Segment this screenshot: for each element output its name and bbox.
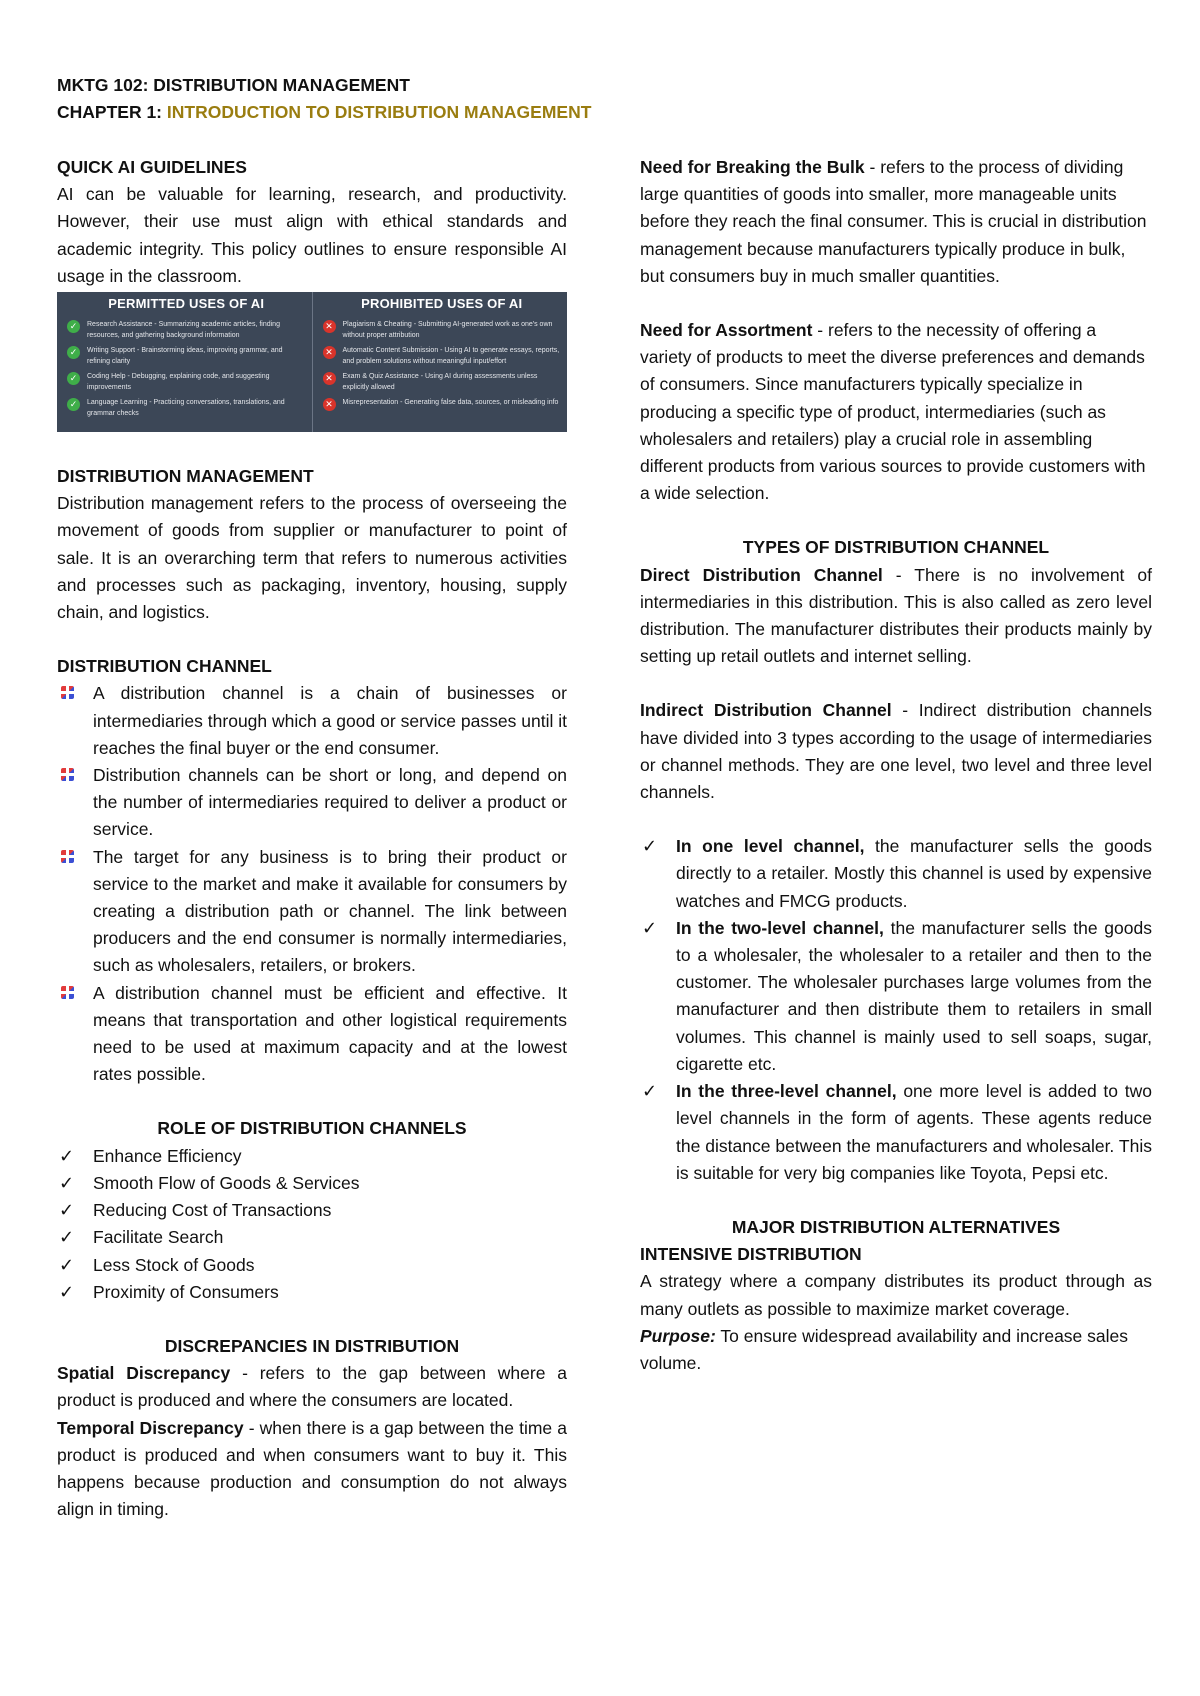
level-text: one more level is added to two level channels in the form of agents. These agents reduce the distance between the manufacturers and wholesaler. This is suitable for very big companies like Toyota, Pepsi etc.	[676, 1081, 1152, 1183]
chapter-name: INTRODUCTION TO DISTRIBUTION MANAGEMENT	[166, 102, 592, 122]
spatial-term: Spatial Discrepancy	[57, 1363, 231, 1384]
dm-text-2: that refers to numerous activities and processes such as	[57, 547, 567, 595]
x-circle-icon: ✕	[323, 346, 336, 359]
permitted-item	[67, 345, 306, 367]
permitted-uses-panel	[57, 292, 312, 432]
left-column	[57, 154, 567, 1523]
prohibited-uses-title: PROHIBITED USES OF AI	[361, 296, 523, 312]
level-text: the manufacturer sells the goods directly to a retailer. Mostly this channel is used by expensive watches and FMCG products.	[676, 836, 1152, 911]
dm-text-3: packaging, inventory, housing, supply chain, and logistics.	[57, 574, 567, 623]
temporal-discrepancy	[57, 1415, 567, 1524]
role-list	[57, 1143, 567, 1306]
checkmark-icon: ✓	[59, 1227, 75, 1248]
check-circle-icon: ✓	[67, 372, 80, 385]
assortment-text: - refers to the necessity of offering a variety of products to meet the diverse preferences and demands of consumers. Since manufacturers typically specialize in producing a specific type of product, intermediaries (such as wholesalers and retailers) play a crucial role in assembling different products from various sources to provide customers with a wide selection.	[640, 320, 1146, 504]
distribution-channel-list	[57, 680, 567, 1088]
intensive-distribution-heading: INTENSIVE DISTRIBUTION	[640, 1244, 862, 1265]
prohibited-item	[323, 345, 562, 367]
list-item	[640, 1078, 1152, 1187]
checkmark-icon: ✓	[59, 1254, 75, 1275]
assortment-paragraph	[640, 317, 1152, 507]
role-text: Proximity of Consumers	[93, 1281, 279, 1302]
list-item	[57, 1143, 567, 1170]
purpose-text: To ensure widespread availability and increase sales volume.	[640, 1325, 1128, 1373]
x-circle-icon: ✕	[323, 398, 336, 411]
breaking-bulk-term: Need for Breaking the Bulk	[640, 157, 865, 177]
prohibited-item-text: Misrepresentation - Generating false data, sources, or misleading info	[342, 399, 559, 407]
permitted-item	[67, 319, 306, 341]
list-item	[57, 1252, 567, 1279]
channel-levels-list	[640, 833, 1152, 1187]
purpose-label: Purpose:	[640, 1325, 716, 1346]
direct-channel-term: Direct Distribution Channel	[640, 564, 883, 585]
list-item: Distribution channels can be short or long, and depend on the number of intermediaries required to deliver a product or service.	[57, 762, 567, 844]
check-circle-icon: ✓	[67, 346, 80, 359]
x-circle-icon: ✕	[323, 320, 336, 333]
permitted-item-text: Coding Help - Debugging, explaining code, and suggesting improvements	[87, 373, 270, 392]
level-text: the manufacturer sells the goods to a wholesaler, the wholesaler to a retailer and then to the customer. The wholesaler purchases large volumes from the manufacturer and then distribute them to retailers in small volumes. This channel is mainly used to sell soaps, sugar, cigarette etc.	[676, 917, 1152, 1074]
permitted-item	[67, 397, 306, 419]
intensive-purpose	[640, 1323, 1152, 1377]
chapter-title	[57, 99, 591, 126]
list-item	[57, 1170, 567, 1197]
prohibited-item-text: Automatic Content Submission - Using AI to generate essays, reports, and problem solutions without meaningful input/effort	[342, 347, 560, 366]
list-item: The target for any business is to bring their product or service to the market and make it available for consumers by creating a distribution path or channel. The link between producers and the end consumer is normally intermediaries, such as wholesalers, retailers, or brokers.	[57, 844, 567, 980]
list-item	[640, 915, 1152, 1078]
indirect-channel-paragraph	[640, 697, 1152, 806]
prohibited-item	[323, 371, 562, 393]
x-circle-icon: ✕	[323, 372, 336, 385]
checkmark-icon: ✓	[642, 1081, 658, 1102]
role-text: Facilitate Search	[93, 1227, 224, 1248]
distribution-management-text	[57, 490, 567, 626]
level-term: In the two-level channel,	[676, 917, 884, 938]
discrepancies-heading: DISCREPANCIES IN DISTRIBUTION	[164, 1335, 460, 1356]
list-item: A distribution channel is a chain of businesses or intermediaries through which a good or service passes until it reaches the final buyer or the end consumer.	[57, 680, 567, 762]
document-header	[57, 72, 591, 126]
indirect-channel-text: - Indirect distribution channels have divided into 3 types according to the usage of intermediaries or channel methods. They are one level, two level and three level channels.	[640, 700, 1152, 803]
assortment-term: Need for Assortment	[640, 320, 813, 341]
direct-channel-paragraph	[640, 562, 1152, 671]
permitted-item-text: Writing Support - Brainstorming ideas, improving grammar, and refining clarity	[87, 347, 283, 366]
types-heading: TYPES OF DISTRIBUTION CHANNEL	[742, 537, 1050, 558]
direct-channel-text: - There is no involvement of intermediaries in this distribution. This is also called as zero level distribution. The manufacturer distributes their products mainly by setting up retail outlets and internet selling.	[640, 564, 1152, 667]
temporal-text: - when there is a gap between the time a product is produced and when consumers want to buy it. This happens because production and consumption do not always align in timing.	[57, 1417, 567, 1520]
permitted-item-text: Language Learning - Practicing conversations, translations, and grammar checks	[87, 399, 285, 418]
checkmark-icon: ✓	[59, 1172, 75, 1193]
spatial-discrepancy	[57, 1360, 567, 1414]
level-term: In the three-level channel,	[676, 1081, 897, 1102]
role-text: Enhance Efficiency	[93, 1145, 242, 1166]
role-text: Less Stock of Goods	[93, 1254, 255, 1275]
role-text: Reducing Cost of Transactions	[93, 1200, 332, 1221]
spatial-text: - refers to the gap between where a product is produced and where the consumers are located.	[57, 1363, 568, 1411]
list-item	[640, 833, 1152, 915]
ai-policy-image	[57, 292, 567, 432]
dm-text-1: Distribution management refers to the process of overseeing the movement of goods from supplier or manufacturer to point of sale. It is an overarching term	[57, 493, 567, 568]
permitted-uses-title: PERMITTED USES OF AI	[108, 296, 265, 312]
checkmark-icon: ✓	[642, 836, 658, 857]
checkmark-icon: ✓	[59, 1281, 75, 1302]
list-item: A distribution channel must be efficient and effective. It means that transportation and other logistical requirements need to be used at maximum capacity and at the lowest rates possible.	[57, 980, 567, 1089]
distribution-management-heading: DISTRIBUTION MANAGEMENT	[57, 466, 314, 487]
level-term: In one level channel,	[676, 836, 865, 857]
prohibited-item	[323, 319, 562, 341]
distribution-channel-heading: DISTRIBUTION CHANNEL	[57, 656, 272, 677]
prohibited-uses-panel	[312, 292, 568, 432]
prohibited-item	[323, 397, 562, 408]
prohibited-item-text: Plagiarism & Cheating - Submitting AI-generated work as one's own without proper attribution	[342, 321, 553, 340]
permitted-item-text: Research Assistance - Summarizing academic articles, finding resources, and gathering background information	[87, 321, 280, 340]
checkmark-icon: ✓	[59, 1200, 75, 1221]
ai-guidelines-heading: QUICK AI GUIDELINES	[57, 157, 247, 177]
role-heading: ROLE OF DISTRIBUTION CHANNELS	[157, 1118, 467, 1139]
list-item	[57, 1197, 567, 1224]
prohibited-item-text: Exam & Quiz Assistance - Using AI during assessments unless explicitly allowed	[342, 373, 538, 392]
check-circle-icon: ✓	[67, 398, 80, 411]
temporal-term: Temporal Discrepancy	[57, 1417, 244, 1438]
list-item	[57, 1279, 567, 1306]
indirect-channel-term: Indirect Distribution Channel	[640, 700, 892, 721]
ai-guidelines-text: AI can be valuable for learning, research, and productivity. However, their use must align with ethical standards and academic integrity. This policy outlines to ensure responsible AI usage in the classroom.	[57, 184, 567, 286]
permitted-item	[67, 371, 306, 393]
major-alternatives-heading: MAJOR DISTRIBUTION ALTERNATIVES	[731, 1216, 1061, 1237]
course-title: MKTG 102: DISTRIBUTION MANAGEMENT	[57, 75, 410, 95]
breaking-bulk-paragraph	[640, 154, 1152, 290]
role-text: Smooth Flow of Goods & Services	[93, 1172, 360, 1193]
list-item	[57, 1224, 567, 1251]
intensive-distribution-text: A strategy where a company distributes its product through as many outlets as possible to maximize market coverage.	[640, 1271, 1152, 1319]
checkmark-icon: ✓	[59, 1145, 75, 1166]
check-circle-icon: ✓	[67, 320, 80, 333]
right-column	[640, 154, 1152, 1377]
chapter-label: CHAPTER 1:	[57, 102, 167, 122]
breaking-bulk-text: - refers to the process of dividing large quantities of goods into smaller, more manageable units before they reach the final consumer. This is crucial in distribution management because manufacturers typically produce in bulk, but consumers buy in much smaller quantities.	[640, 157, 1147, 286]
checkmark-icon: ✓	[642, 917, 658, 938]
